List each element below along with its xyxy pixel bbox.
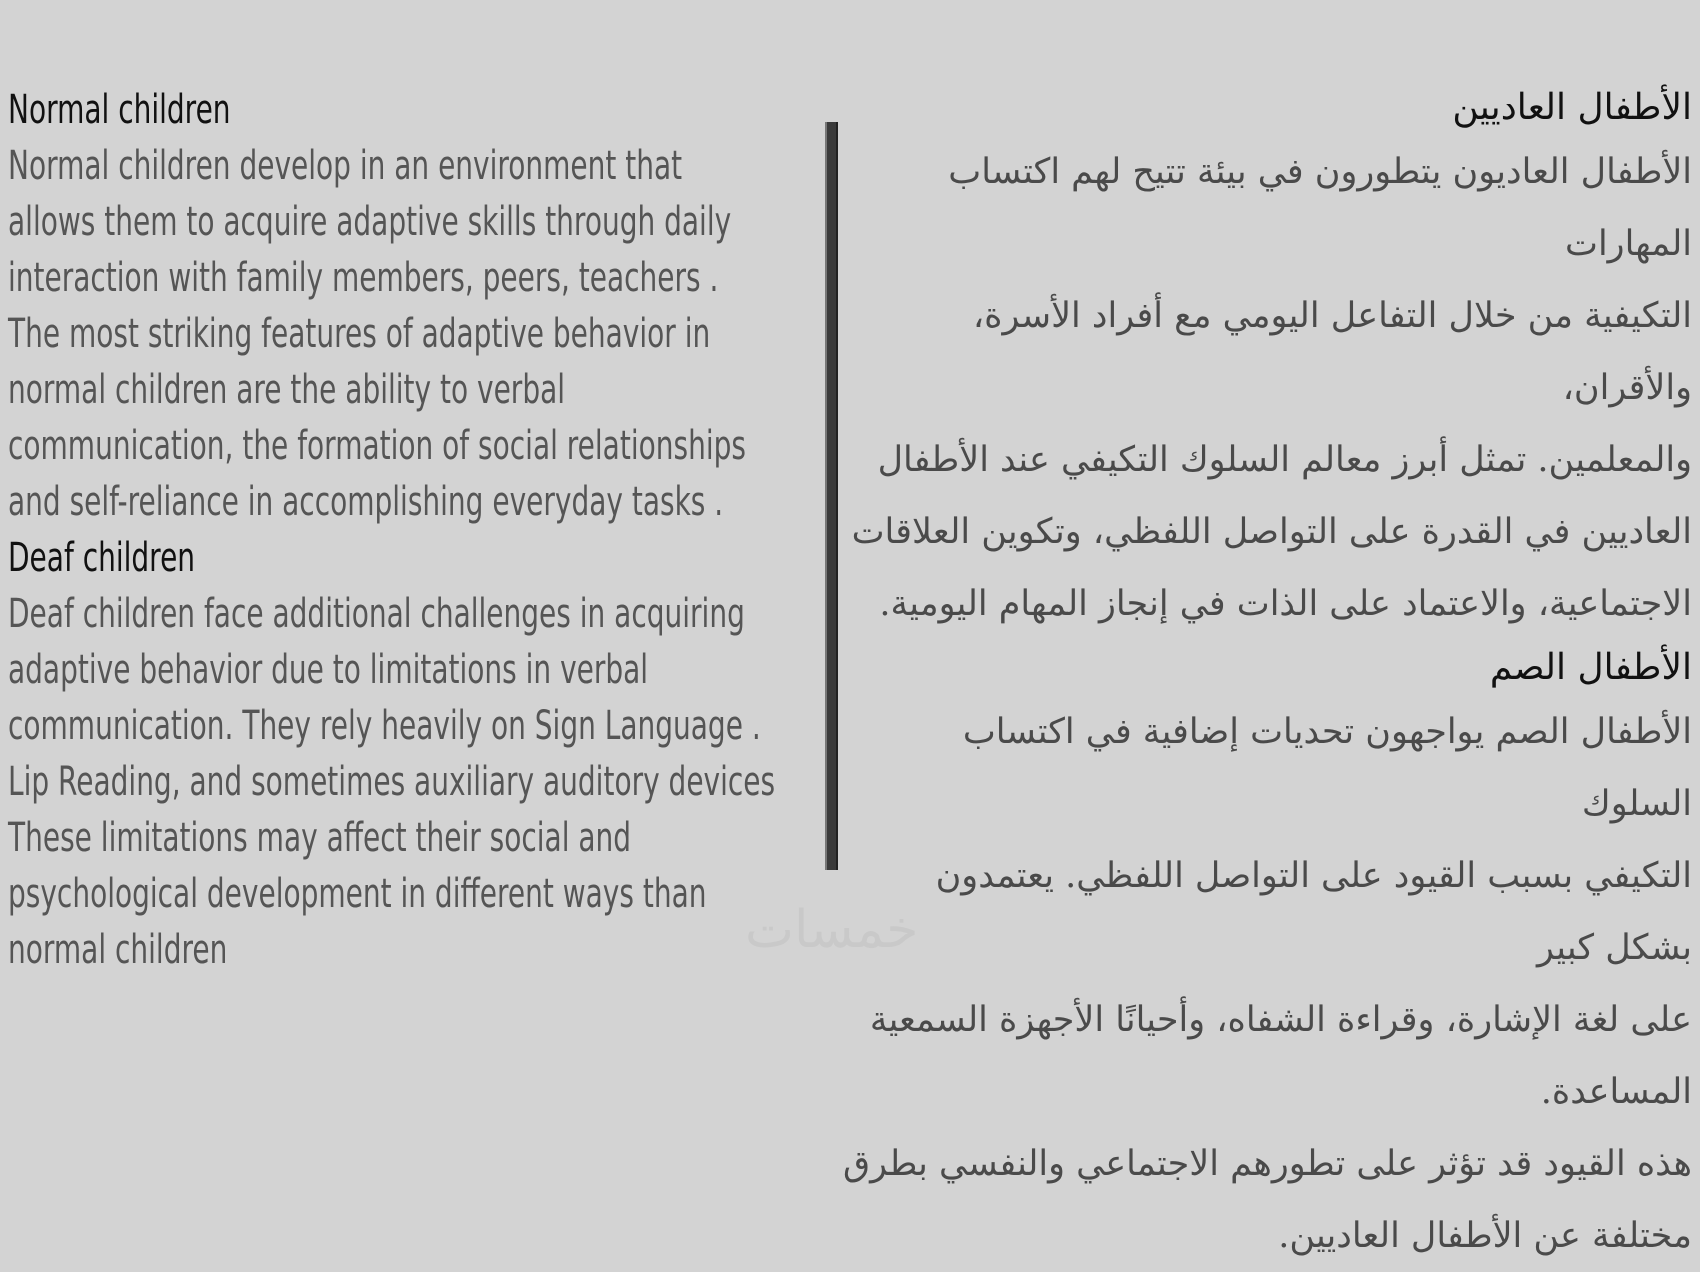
arabic-column: [842, 80, 1692, 1272]
normal-children-text-ar: الأطفال العاديون يتطورون في بيئة تتيح لهم اكتساب المهارات التكيفية من خلال التفاعل اليومي مع أفراد الأسرة، والأقران، والمعلمين. تمثل أبرز معالم السلوك التكيفي عند الأطفال العاديين في القدرة على التواصل اللفظي، وتكوين العلاقات الاجتماعية، والاعتماد على الذات في إنجاز المهام اليومية.: [851, 152, 1692, 624]
deaf-children-heading-en: Deaf children: [8, 535, 196, 581]
deaf-children-heading-ar: الأطفال الصم: [1489, 647, 1692, 688]
english-column: [8, 82, 820, 978]
normal-children-heading-en: Normal children: [8, 87, 231, 133]
watermark: خمسات: [745, 900, 919, 960]
normal-children-heading-ar: الأطفال العاديين: [1452, 87, 1692, 128]
column-divider: [825, 122, 838, 870]
deaf-children-text-en: Deaf children face additional challenges in acquiring adaptive behavior due to limitations in verbal communication. They rely heavily on Sign Language . Lip Reading, and sometimes auxiliary auditory devices These limitations may affect their social and psychological development in different ways than normal children: [8, 591, 776, 973]
normal-children-text-en: Normal children develop in an environment that allows them to acquire adaptive skills through daily interaction with family members, peers, teachers . The most striking features of adaptive behavior in normal children are the ability to verbal communication, the formation of social relationships and self-reliance in accomplishing everyday tasks .: [8, 143, 746, 525]
deaf-children-text-ar: الأطفال الصم يواجهون تحديات إضافية في اكتساب السلوك التكيفي بسبب القيود على التواصل اللفظي. يعتمدون بشكل كبير على لغة الإشارة، وقراءة الشفاه، وأحيانًا الأجهزة السمعية المساعدة. هذه القيود قد تؤثر على تطورهم الاجتماعي والنفسي بطرق مختلفة عن الأطفال العاديين.: [842, 712, 1692, 1256]
